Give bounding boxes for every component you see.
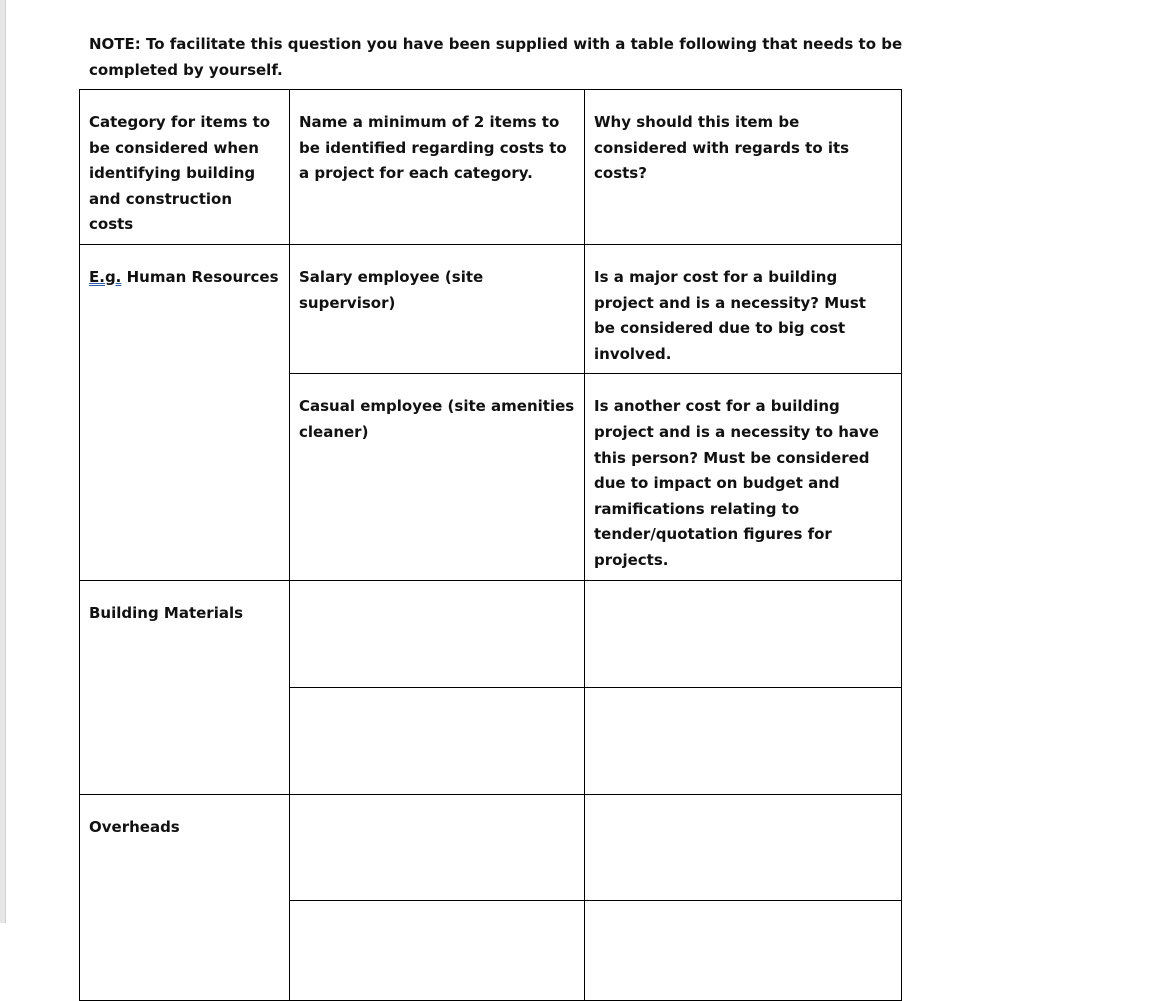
eg-label: E.g. bbox=[89, 267, 122, 286]
item-name-cell[interactable]: Salary employee (site supervisor) bbox=[290, 244, 585, 373]
item-name-cell[interactable]: Casual employee (site amenities cleaner) bbox=[290, 374, 585, 580]
item-name-cell-empty[interactable] bbox=[290, 794, 585, 900]
item-reason-cell-empty[interactable] bbox=[585, 794, 902, 900]
item-name-cell-empty[interactable] bbox=[290, 900, 585, 1000]
cost-items-table bbox=[79, 89, 902, 1001]
table-header-row bbox=[80, 90, 902, 245]
item-reason-cell[interactable]: Is a major cost for a building project and is a necessity? Must be considered due to big cost involved. bbox=[585, 244, 902, 373]
page-margin-bar bbox=[0, 0, 6, 923]
table-row bbox=[80, 244, 902, 373]
category-cell-overheads[interactable]: Overheads bbox=[80, 794, 290, 1000]
table-row bbox=[80, 580, 902, 687]
item-reason-cell[interactable]: Is another cost for a building project and is a necessity to have this person? Must be considered due to impact on budget and ramifications relating to tender/quotation figures for projects. bbox=[585, 374, 902, 580]
item-name-cell-empty[interactable] bbox=[290, 580, 585, 687]
category-cell-building-materials[interactable]: Building Materials bbox=[80, 580, 290, 794]
category-cell-human-resources[interactable] bbox=[80, 244, 290, 580]
table-row bbox=[80, 794, 902, 900]
item-name-cell-empty[interactable] bbox=[290, 687, 585, 794]
item-reason-cell-empty[interactable] bbox=[585, 580, 902, 687]
header-reason: Why should this item be considered with regards to its costs? bbox=[585, 90, 902, 245]
item-reason-cell-empty[interactable] bbox=[585, 687, 902, 794]
header-items: Name a minimum of 2 items to be identified regarding costs to a project for each category. bbox=[290, 90, 585, 245]
note-text: NOTE: To facilitate this question you have been supplied with a table following that needs to be completed by yourself. bbox=[89, 35, 903, 79]
item-reason-cell-empty[interactable] bbox=[585, 900, 902, 1000]
category-label: Human Resources bbox=[126, 267, 279, 286]
header-category: Category for items to be considered when identifying building and construction costs bbox=[80, 90, 290, 245]
